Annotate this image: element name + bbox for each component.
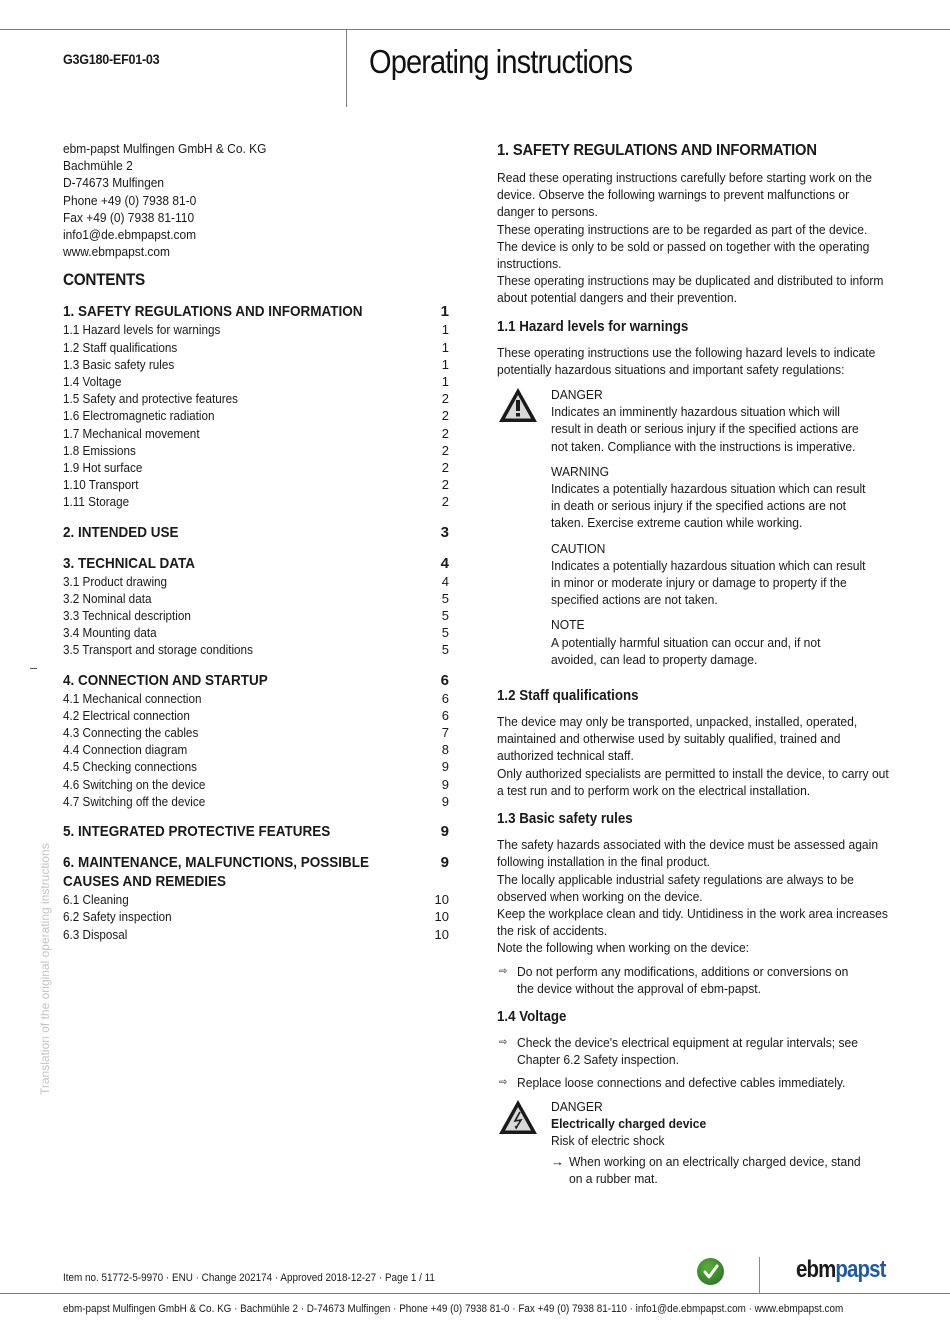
fold-mark — [30, 668, 37, 669]
footer-divider — [759, 1257, 760, 1293]
toc-section[interactable]: 1. SAFETY REGULATIONS AND INFORMATION 1 — [63, 303, 449, 321]
section-1-1-title: 1.1 Hazard levels for warnings — [497, 318, 689, 335]
toc-item[interactable]: 3.4 Mounting data 5 — [63, 625, 449, 641]
toc-item[interactable]: 1.8 Emissions 2 — [63, 442, 449, 458]
toc-section-continued: CAUSES AND REMEDIES — [63, 873, 227, 891]
footer-rule — [0, 1293, 950, 1294]
header-divider — [346, 29, 347, 107]
ebmpapst-logo: ebmpapst — [796, 1256, 886, 1283]
hazard-level-caution: CAUTION Indicates a potentially hazardous situation which can result in minor or moderate injury or damage to property if the specified actions are not taken. — [551, 540, 866, 608]
toc-item[interactable]: 4.4 Connection diagram 8 — [63, 742, 449, 758]
hazard-level-note: NOTE A potentially harmful situation can occur and, if not avoided, can lead to property damage. — [551, 617, 821, 667]
toc-item[interactable]: 1.2 Staff qualifications 1 — [63, 339, 449, 355]
paragraph: Note the following when working on the device: — [497, 940, 750, 956]
toc-item[interactable]: 1.5 Safety and protective features 2 — [63, 391, 449, 407]
paragraph: Keep the workplace clean and tidy. Untidiness in the work area increases the risk of accidents. — [497, 905, 888, 939]
footer-item-info: Item no. 51772-5-9970 · ENU · Change 202174 · Approved 2018-12-27 · Page 1 / 11 — [63, 1272, 435, 1284]
list-item: ⇨ Check the device's electrical equipment at regular intervals; see Chapter 6.2 Safety inspection. — [499, 1034, 859, 1068]
table-of-contents — [63, 302, 449, 942]
double-arrow-icon: ⇨ — [499, 965, 508, 977]
header-top-rule — [0, 29, 950, 30]
toc-item[interactable]: 6.1 Cleaning 10 — [63, 892, 449, 908]
danger-label: DANGER — [551, 1098, 603, 1114]
danger-action: → When working on an electrically charged device, stand on a rubber mat. — [551, 1154, 861, 1187]
toc-item[interactable]: 6.3 Disposal 10 — [63, 926, 449, 942]
company-phone: Phone +49 (0) 7938 81-0 — [63, 192, 197, 208]
toc-section[interactable]: 6. MAINTENANCE, MALFUNCTIONS, POSSIBLE 9 — [63, 854, 449, 872]
paragraph: Read these operating instructions carefully before starting work on the device. Observe the following warnings to prevent malfunctions or danger to persons. — [497, 170, 873, 220]
hazard-levels — [497, 386, 892, 676]
list-item: ⇨ Do not perform any modifications, additions or conversions on the device without the approval of ebm-papst. — [499, 963, 849, 996]
paragraph: These operating instructions use the following hazard levels to indicate potentially hazardous situations and important safety regulations: — [497, 344, 876, 377]
paragraph: Only authorized specialists are permitted to install the device, to carry out a test run and to perform work on the electrical installation. — [497, 765, 889, 798]
toc-item[interactable]: 3.2 Nominal data 5 — [63, 590, 449, 606]
toc-item[interactable]: 1.9 Hot surface 2 — [63, 460, 449, 476]
hazard-level-warning: WARNING Indicates a potentially hazardous situation which can result in death or serious injury if the specified actions are not taken. Exercise extreme caution while working. — [551, 463, 866, 531]
warning-triangle-icon — [497, 386, 539, 424]
page-title: Operating instructions — [369, 43, 633, 80]
toc-item[interactable]: 4.7 Switching off the device 9 — [63, 793, 449, 809]
paragraph: The safety hazards associated with the device must be assessed again following installation in the final product. — [497, 837, 879, 870]
toc-item[interactable]: 6.2 Safety inspection 10 — [63, 909, 449, 925]
toc-section[interactable]: 5. INTEGRATED PROTECTIVE FEATURES 9 — [63, 823, 449, 841]
toc-item[interactable]: 1.6 Electromagnetic radiation 2 — [63, 408, 449, 424]
toc-item[interactable]: 3.5 Transport and storage conditions 5 — [63, 642, 449, 658]
toc-item[interactable]: 4.3 Connecting the cables 7 — [63, 725, 449, 741]
toc-item[interactable]: 1.1 Hazard levels for warnings 1 — [63, 322, 449, 338]
danger-notice — [497, 1098, 892, 1188]
arrow-right-icon: → — [551, 1154, 564, 1170]
left-column — [63, 140, 449, 943]
paragraph: These operating instructions may be duplicated and distributed to inform about potential dangers and their prevention. — [497, 273, 884, 306]
danger-subtitle: Electrically charged device — [551, 1115, 707, 1131]
contents-heading: CONTENTS — [63, 270, 145, 290]
document-code: G3G180-EF01-03 — [63, 51, 160, 67]
company-name: ebm-papst Mulfingen GmbH & Co. KG — [63, 141, 267, 156]
toc-item[interactable]: 3.3 Technical description 5 — [63, 608, 449, 624]
company-street: Bachmühle 2 — [63, 158, 133, 174]
hazard-level-danger: DANGER Indicates an imminently hazardous situation which will result in death or serious injury if the specified actions are not taken. Compliance with the instructions is imperative. — [551, 387, 859, 454]
company-email[interactable]: info1@de.ebmpapst.com — [63, 227, 197, 243]
company-website[interactable]: www.ebmpapst.com — [63, 244, 171, 260]
electric-hazard-icon — [497, 1098, 539, 1136]
toc-section[interactable]: 4. CONNECTION AND STARTUP 6 — [63, 671, 449, 689]
toc-item[interactable]: 4.2 Electrical connection 6 — [63, 707, 449, 723]
danger-risk: Risk of electric shock — [551, 1132, 665, 1148]
company-fax: Fax +49 (0) 7938 81-110 — [63, 209, 195, 225]
section-1-4-title: 1.4 Voltage — [497, 1008, 567, 1025]
toc-item[interactable]: 1.10 Transport 2 — [63, 477, 449, 493]
section-1-2-title: 1.2 Staff qualifications — [497, 688, 639, 705]
green-tech-badge-icon — [697, 1258, 724, 1285]
paragraph: The locally applicable industrial safety regulations are always to be observed when working on the device. — [497, 871, 854, 904]
list-item: ⇨ Replace loose connections and defective cables immediately. — [499, 1075, 846, 1091]
toc-item[interactable]: 1.3 Basic safety rules 1 — [63, 356, 449, 372]
toc-item[interactable]: 3.1 Product drawing 4 — [63, 573, 449, 589]
company-address — [63, 140, 449, 260]
toc-item[interactable]: 1.7 Mechanical movement 2 — [63, 425, 449, 441]
right-column — [497, 142, 892, 1188]
double-arrow-icon: ⇨ — [499, 1036, 508, 1048]
paragraph: These operating instructions are to be regarded as part of the device. The device is only to be sold or passed on together with the operating instructions. — [497, 221, 870, 272]
toc-section[interactable]: 2. INTENDED USE 3 — [63, 523, 449, 541]
paragraph: The device may only be transported, unpacked, installed, operated, maintained and otherwise used by suitably qualified, trained and authorized technical staff. — [497, 714, 858, 764]
double-arrow-icon: ⇨ — [499, 1077, 508, 1089]
section-1-title: 1. SAFETY REGULATIONS AND INFORMATION — [497, 142, 817, 159]
section-1-3-title: 1.3 Basic safety rules — [497, 811, 633, 828]
toc-item[interactable]: 1.11 Storage 2 — [63, 494, 449, 510]
toc-item[interactable]: 4.5 Checking connections 9 — [63, 759, 449, 775]
footer-address: ebm-papst Mulfingen GmbH & Co. KG · Bachmühle 2 · D-74673 Mulfingen · Phone +49 (0) 7938 81-0 · Fax +49 (0) 7938 81-110 · info1@de.ebmpapst.com · www.ebmpapst.com — [63, 1303, 844, 1315]
toc-item[interactable]: 4.1 Mechanical connection 6 — [63, 690, 449, 706]
company-city: D-74673 Mulfingen — [63, 175, 165, 191]
translation-note: Translation of the original operating instructions — [38, 843, 52, 1095]
toc-section[interactable]: 3. TECHNICAL DATA 4 — [63, 554, 449, 572]
toc-item[interactable]: 4.6 Switching on the device 9 — [63, 776, 449, 792]
toc-item[interactable]: 1.4 Voltage 1 — [63, 374, 449, 390]
